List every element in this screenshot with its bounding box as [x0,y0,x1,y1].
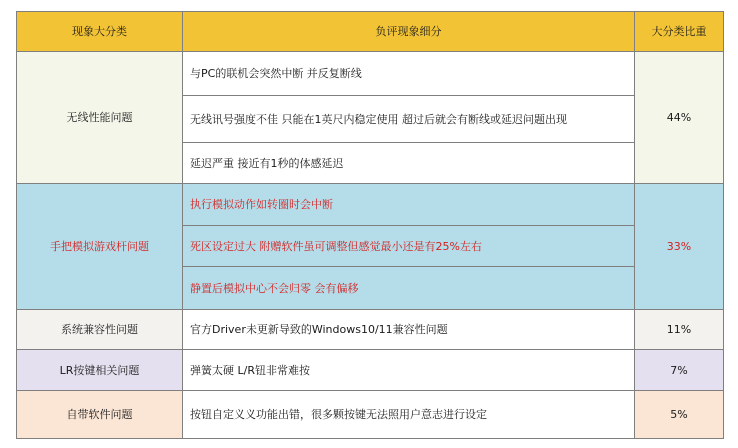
table-row [17,310,724,350]
ratio-cell-lr: 7% [635,350,724,391]
detail-cell: 延迟严重 接近有1秒的体感延迟 [183,143,635,184]
detail-cell: 官方Driver未更新导致的Windows10/11兼容性问题 [183,310,635,350]
category-cell-compat: 系统兼容性问题 [17,310,183,350]
detail-cell: 死区设定过大 附赠软件虽可调整但感觉最小还是有25%左右 [183,226,635,267]
ratio-cell-software: 5% [635,391,724,439]
ratio-cell-wireless: 44% [635,52,724,184]
ratio-cell-compat: 11% [635,310,724,350]
ratio-cell-gamepad: 33% [635,184,724,310]
table-row [17,350,724,391]
category-cell-lr: LR按键相关问题 [17,350,183,391]
header-row [17,12,724,52]
detail-cell: 执行模拟动作如转圈时会中断 [183,184,635,226]
header-ratio: 大分类比重 [635,12,724,52]
header-detail: 负评现象细分 [183,12,635,52]
category-cell-wireless: 无线性能问题 [17,52,183,184]
table-row [17,391,724,439]
detail-cell: 与PC的联机会突然中断 并反复断线 [183,52,635,96]
detail-cell: 按钮自定义义功能出错，很多颗按键无法照用户意志进行设定 [183,391,635,439]
detail-cell: 无线讯号强度不佳 只能在1英尺内稳定使用 超过后就会有断线或延迟问题出现 [183,96,635,143]
header-category: 现象大分类 [17,12,183,52]
table-row [17,52,724,96]
detail-cell: 静置后模拟中心不会归零 会有偏移 [183,267,635,310]
complaint-table [16,11,724,439]
category-cell-software: 自带软件问题 [17,391,183,439]
detail-cell: 弹簧太硬 L/R钮非常难按 [183,350,635,391]
category-cell-gamepad: 手把模拟游戏杆问题 [17,184,183,310]
table-row [17,184,724,226]
